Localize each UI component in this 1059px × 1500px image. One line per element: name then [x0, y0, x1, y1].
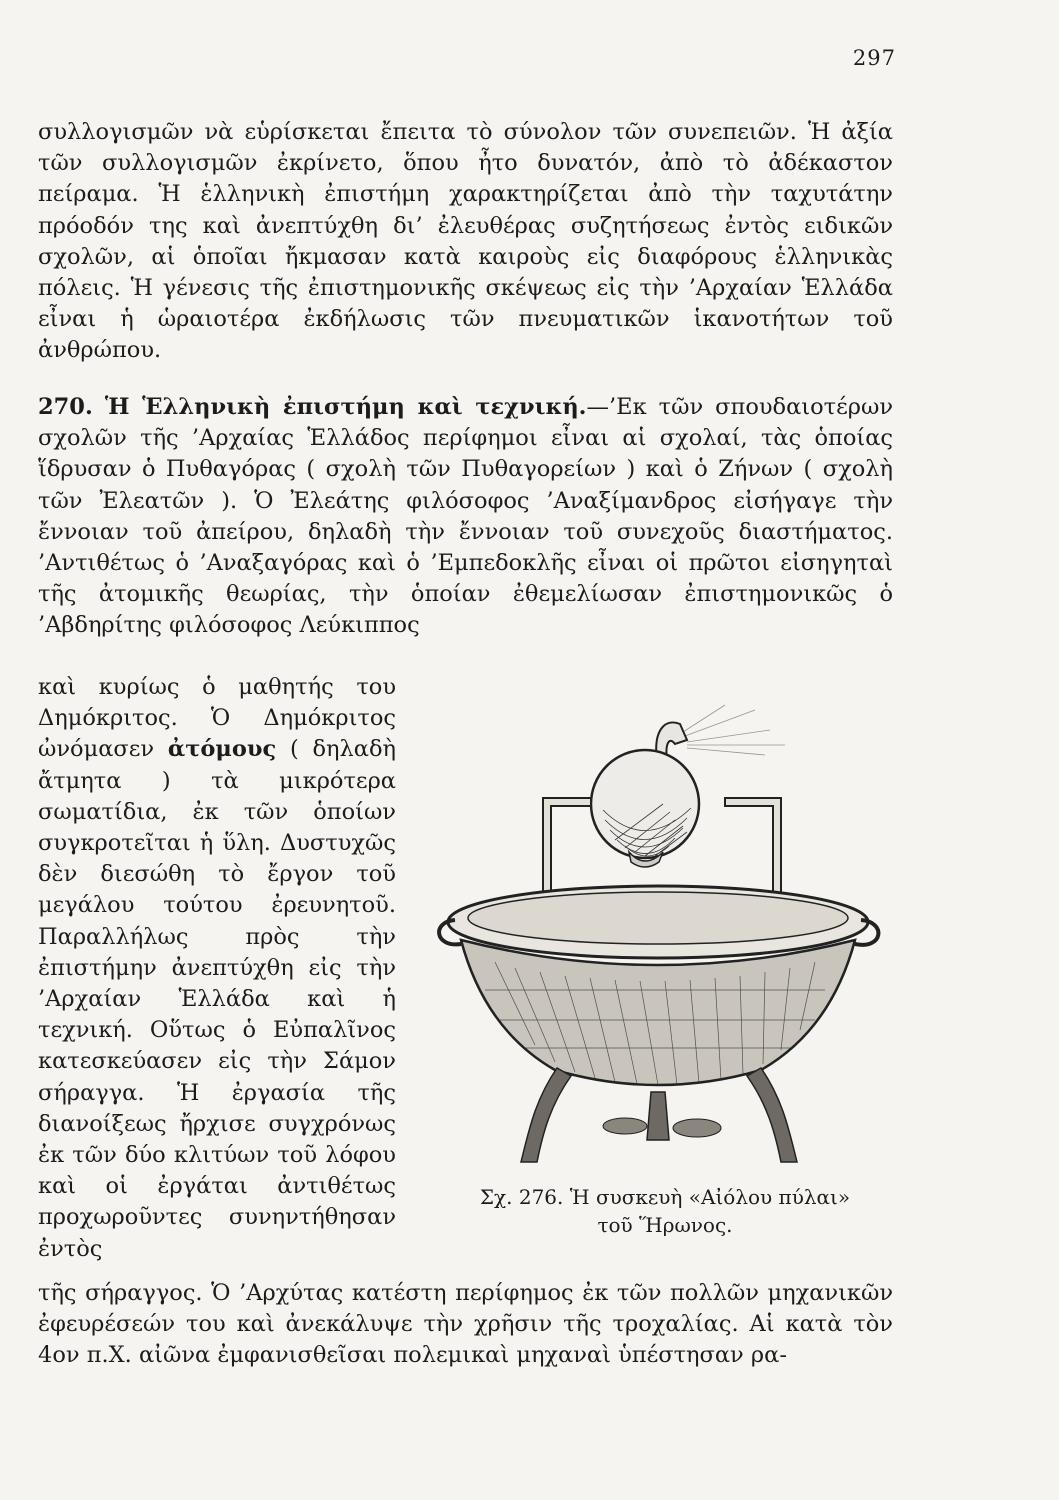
narrow-paragraph — [38, 672, 396, 1265]
narrow-text-b: ( δηλαδὴ ἄτμητα ) τὰ μικρότερα σωματίδια, ἐκ τῶν ὁποίων συγκροτεῖται ἡ ὕλη. Δυστυχῶς δὲν διεσώθη τὸ ἔργον τοῦ μεγάλου τούτου ἐρευνητοῦ. Παραλλήλως πρὸς τὴν ἐπιστήμην ἀνεπτύχθη εἰς τὴν ’Αρχαίαν Ἑλλάδα καὶ ἡ τεχνική. Οὕτως ὁ Εὐπαλῖνος κατεσκεύασεν εἰς τὴν Σάμον σήραγγα. Ἡ ἐργασία τῆς διανοίξεως ἤρχισε συγχρόνως ἐκ τῶν δύο κλιτύων τοῦ λόφου καὶ οἱ ἐργάται ἀντιθέτως προχωροῦντες συνηντήθησαν ἐντὸς — [38, 736, 397, 1262]
narrow-column-text — [38, 672, 396, 1265]
bottom-paragraph — [38, 1278, 893, 1372]
aeolipile-illustration-icon — [425, 700, 895, 1170]
aeolipile-svg — [425, 700, 895, 1170]
figure-caption — [430, 1183, 900, 1239]
section-text: —’Εκ τῶν σπουδαιοτέρων σχολῶν τῆς ’Αρχαίας Ἑλλάδος περίφημοι εἶναι αἱ σχολαί, τὰς ὁποίας ἵδρυσαν ὁ Πυθαγόρας ( σχολὴ τῶν Πυθαγορείων ) καὶ ὁ Ζήνων ( σχολὴ τῶν Ἐλεατῶν ). Ὁ Ἐλεάτης φιλόσοφος ’Αναξίμανδρος εἰσήγαγε τὴν ἔννοιαν τοῦ ἀπείρου, δηλαδὴ τὴν ἔννοιαν τοῦ συνεχοῦς διαστήματος. ’Αντιθέτως ὁ ’Αναξαγόρας καὶ ὁ ’Εμπεδοκλῆς εἶναι οἱ πρῶτοι εἰσηγηταὶ τῆς ἀτομικῆς θεωρίας, τὴν ὁποίαν ἐθεμελίωσαν ἐπιστημονικῶς ὁ ’Αβδηρίτης φιλόσοφος Λεύκιππος — [38, 394, 894, 639]
bottom-text: τῆς σήραγγος. Ὁ ’Αρχύτας κατέστη περίφημος ἐκ τῶν πολλῶν μηχανικῶν ἐφευρέσεών του καὶ ἀνεκάλυψε τὴν χρῆσιν τῆς τροχαλίας. Αἱ κατὰ τὸν 4ον π.Χ. αἰῶνα ἐμφανισθεῖσαι πολεμικαὶ μηχαναὶ ὑπέστησαν ρα- — [38, 1280, 893, 1369]
bold-term: ἀτόμους — [167, 736, 277, 763]
caption-line-2: τοῦ Ἥρωνος. — [597, 1213, 733, 1237]
narrow-text-a: καὶ κυρίως ὁ μαθητής του Δημόκριτος. Ὁ Δημόκριτος ὠνόμασεν — [38, 674, 396, 763]
page-number: 297 — [852, 46, 896, 70]
section-title: Ἡ Ἑλληνικὴ ἐπιστήμη καὶ τεχνική. — [104, 394, 587, 420]
section-number: 270. — [38, 394, 93, 420]
caption-line-1: Σχ. 276. Ἡ συσκευὴ «Αἰόλου πύλαι» — [479, 1185, 851, 1209]
section-270 — [38, 392, 893, 642]
body-paragraph-1 — [38, 117, 893, 367]
section-paragraph — [38, 392, 893, 642]
paragraph-text: συλλογισμῶν νὰ εὑρίσκεται ἔπειτα τὸ σύνολον τῶν συνεπειῶν. Ἡ ἀξία τῶν συλλογισμῶν ἐκρίνετο, ὅπου ἦτο δυνατόν, ἀπὸ τὸ ἀδέκαστον πείραμα. Ἡ ἑλληνικὴ ἐπιστήμη χαρακτηρίζεται ἀπὸ τὴν ταχυτάτην πρόοδόν της καὶ ἀνεπτύχθη δι’ ἐλευθέρας συζητήσεως ἐντὸς ειδικῶν σχολῶν, αἱ ὁποῖαι ἤκμασαν κατὰ καιροὺς εἰς διαφόρους ἑλληνικὰς πόλεις. Ἡ γένεσις τῆς ἐπιστημονικῆς σκέψεως εἰς τὴν ’Αρχαίαν Ἑλλάδα εἶναι ἡ ὡραιοτέρα ἐκδήλωσις τῶν πνευματικῶν ἱκανοτήτων τοῦ ἀνθρώπου. — [38, 119, 893, 364]
